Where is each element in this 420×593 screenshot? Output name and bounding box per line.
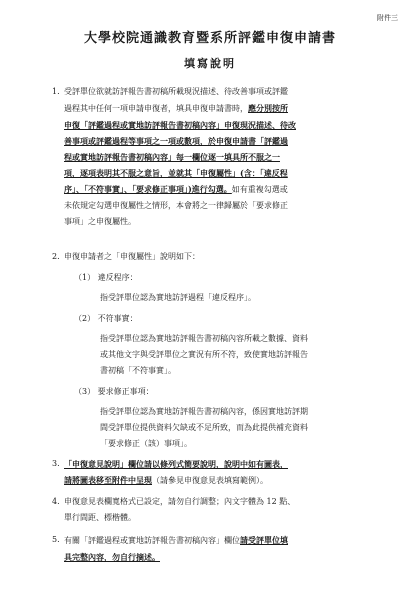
emphasis-line: 項，逐項表明其不服之意旨，並就其「申復屬性」(含：「違反程 (64, 168, 288, 178)
emphasis-text: 序」、「不符事實」、「要求修正事項」)進行勾選。 (64, 184, 232, 194)
emphasis-text: 請將圖表移至附件中呈現 (64, 475, 152, 485)
instruction-item-4 (52, 494, 370, 526)
document-title: 大學校院通識教育暨系所評鑑申復申請書 (83, 31, 336, 46)
instruction-item-1 (52, 84, 370, 230)
item-line: 未依規定勾選申復屬性之情形，本會將之一律歸屬於「要求修正 (64, 201, 288, 210)
item-number: 3. (52, 459, 60, 468)
instruction-item-2 (52, 249, 370, 265)
attachment-label: 附件三 (377, 14, 398, 22)
item-line: 申復申請者之「申復屬性」說明如下： (64, 252, 200, 261)
item-line: 過程其中任何一項申請申復者，填具申復申請書時，應分別按所 (64, 103, 288, 113)
item-line: 有關「評鑑過程或實地訪評報告書初稿內容」欄位請受評單位填 (64, 535, 288, 545)
item-line: 請將圖表移至附件中呈現（請參見申復意見表填寫範例）。 (64, 475, 268, 485)
emphasis-line: 程或實地訪評報告書初稿內容」每一欄位逐一填具所不服之一 (64, 152, 280, 162)
item-line: 序」、「不符事實」、「要求修正事項」)進行勾選。如有重複勾選或 (64, 184, 288, 194)
document-subtitle: 填寫說明 (184, 57, 236, 70)
emphasis-line: 具完整內容，勿自行摘述。 (64, 552, 160, 562)
item-line: 事項」之申復屬性。 (64, 217, 136, 226)
attribute-label-revision: （3） 要求修正事項： (74, 387, 154, 396)
emphasis-line: 申復「評鑑過程或實地訪評報告書初稿內容」申復現況描述、待改 (64, 120, 296, 130)
attribute-label-fact: （2） 不符事實： (74, 314, 138, 323)
item-number: 2. (52, 252, 60, 261)
attribute-desc-revision: 指受評單位認為實地訪評報告書初稿內容，係因實地訪評期 間受評單位提供資料欠缺或不足所致，而為此提供補充資料 「要求修正（該）事項」。 (100, 407, 308, 448)
item-number: 5. (52, 535, 60, 544)
instruction-item-5 (52, 532, 370, 565)
item-line: 受評單位欲就訪評報告書初稿所載現況描述、待改善事項或評鑑 (64, 87, 288, 96)
item-line: 申復意見表欄寬格式已設定，請勿自行調整；內文字體為 12 點、 (64, 497, 296, 506)
emphasis-line: 善事項或評鑑過程等事項之一項或數項，於申復申請書「評鑑過 (64, 136, 288, 146)
item-line: 單行間距、標楷體。 (64, 513, 136, 522)
item-number: 1. (52, 87, 60, 96)
emphasis-text: 請受評單位填 (240, 535, 288, 545)
emphasis-text: 應分別按所 (248, 103, 288, 113)
instruction-item-3 (52, 456, 370, 489)
attribute-desc-fact: 指受評單位認為實地訪評報告書初稿內容所載之數據、資料 或其他文字與受評單位之實況有所不符，致使實地訪評報告 書初稿「不符事實」。 (100, 334, 308, 375)
item-number: 4. (52, 497, 60, 506)
emphasis-line: 「申復意見說明」欄位請以條列式簡要說明，說明中如有圖表， (64, 459, 288, 469)
attribute-label-procedure: （1） 違反程序： (74, 273, 138, 282)
attribute-desc-procedure: 指受評單位認為實地訪評過程「違反程序」。 (100, 293, 256, 302)
